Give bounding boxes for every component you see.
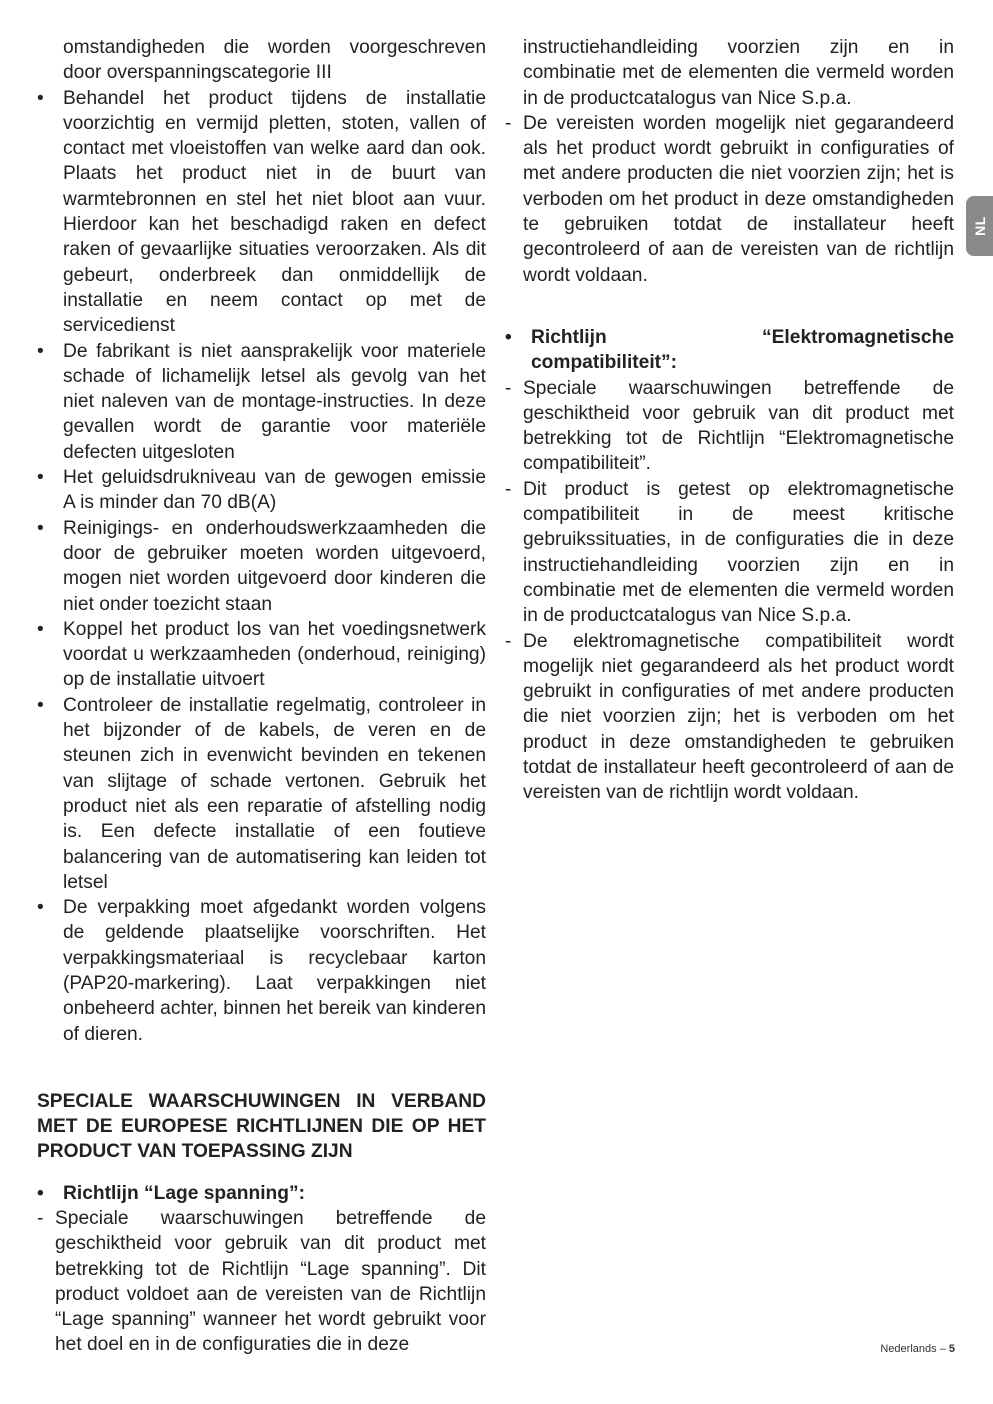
list-item-text: Het geluidsdrukniveau van de gewogen emissie A is minder dan 70 dB(A) — [63, 467, 486, 514]
right-continuation: instructiehandleiding voorzien zijn en in combinatie met de elementen die vermeld worden in de productcatalogus van Nice S.p.a. — [523, 37, 954, 109]
page-footer — [880, 1343, 955, 1355]
list-item — [37, 693, 486, 895]
section-heading: SPECIALE WAARSCHUWINGEN IN VERBAND MET DE EUROPESE RICHTLIJNEN DIE OP HET PRODUCT VAN TOEPASSING ZIJN — [37, 1090, 486, 1163]
list-item — [37, 86, 486, 339]
dash-marker: - — [505, 478, 512, 500]
right-column — [505, 35, 954, 806]
bullet-marker: • — [37, 87, 44, 109]
subheading-text: Richtlijn “Elektromagnetische compatibiliteit”: — [531, 326, 954, 374]
intro-continuation: omstandigheden die worden voorgeschreven door overspanningscategorie III — [63, 37, 486, 84]
bullet-marker: • — [37, 517, 44, 539]
bullet-marker: • — [37, 467, 44, 489]
list-item — [505, 376, 954, 477]
list-item — [37, 895, 486, 1047]
bullet-marker: • — [505, 326, 512, 348]
left-column — [37, 35, 486, 1358]
list-item-text: Speciale waarschuwingen betreffende de geschiktheid voor gebruik van dit product met betrekking tot de Richtlijn “Lage spanning”. Dit product voldoet aan de vereisten van de Richtlijn “Lage spanning” wanneer het wordt gebruikt voor het doel en in de configuraties die in deze — [55, 1207, 486, 1356]
footer-language: Nederlands – — [880, 1343, 949, 1355]
subheading-low-voltage — [37, 1181, 486, 1206]
bullet-marker: • — [37, 897, 44, 919]
list-item — [37, 1206, 486, 1358]
list-item — [37, 617, 486, 693]
bullet-marker: • — [37, 1182, 44, 1204]
list-item-text: De elektromagnetische compatibiliteit wordt mogelijk niet gegarandeerd als het product wordt gebruikt in configuraties of met andere producten die niet voorzien zijn; het is verboden om het product in deze omstandigheden te gebruiken totdat de installateur heeft gecontroleerd of aan de vereisten van de richtlijn wordt voldaan. — [523, 630, 954, 804]
list-item-text: Speciale waarschuwingen betreffende de geschiktheid voor gebruik van dit product met betrekking tot de Richtlijn “Elektromagnetische compatibiliteit”. — [523, 377, 954, 475]
list-item-text: Controleer de installatie regelmatig, controleer in het bijzonder of de kabels, de veren en de steunen zich in evenwicht bevinden en tekenen van slijtage of schade vertonen. Gebruik het product niet als een reparatie of afstelling nodig is. Een defecte installatie of een foutieve balancering van de automatisering kan leiden tot letsel — [63, 694, 486, 893]
list-item — [505, 629, 954, 806]
list-item — [505, 111, 954, 288]
dash-marker: - — [505, 377, 512, 399]
list-item — [37, 516, 486, 617]
subheading-emc — [505, 325, 954, 376]
bullet-marker: • — [37, 618, 44, 640]
language-tab-label: NL — [971, 216, 988, 236]
list-item-text: Dit product is getest op elektromagnetische compatibiliteit in de meest kritische gebruikssituaties, in de configuraties die in deze instructiehandleiding voorzien zijn en in combinatie met de elementen die vermeld worden in de productcatalogus van Nice S.p.a. — [523, 478, 954, 627]
list-item-text: De fabrikant is niet aansprakelijk voor materiele schade of lichamelijk letsel als gevolg van het niet naleven van de montage-instructies. In deze gevallen wordt de garantie voor materiële defecten uitgesloten — [63, 340, 486, 463]
subheading-text: Richtlijn “Lage spanning”: — [63, 1182, 305, 1204]
list-item — [505, 477, 954, 629]
language-tab — [966, 196, 993, 256]
list-item-text: De vereisten worden mogelijk niet gegarandeerd als het product wordt gebruikt in configuraties of met andere producten die niet voorzien zijn; het is verboden om het product in deze omstandigheden te gebruiken totdat de installateur heeft gecontroleerd of aan de vereisten van de richtlijn wordt voldaan. — [523, 112, 954, 286]
page-number: 5 — [948, 1343, 955, 1355]
bullet-marker: • — [37, 340, 44, 362]
list-item-text: Behandel het product tijdens de installatie voorzichtig en vermijd pletten, stoten, vallen of contact met vloeistoffen van welke aard dan ook. Plaats het product niet in de buurt van warmtebronnen en stel het niet bloot aan vuur. Hierdoor kan het beschadigd raken en defect raken of gevaarlijke situaties veroorzaken. Als dit gebeurt, onderbreek dan onmiddellijk de installatie en neem contact op met de servicedienst — [63, 87, 486, 337]
list-item — [37, 339, 486, 465]
dash-marker: - — [505, 112, 512, 134]
list-item — [37, 465, 486, 516]
list-item-text: Koppel het product los van het voedingsnetwerk voordat u werkzaamheden (onderhoud, reiniging) op de installatie uitvoert — [63, 618, 486, 691]
bullet-marker: • — [37, 694, 44, 716]
list-item-text: De verpakking moet afgedankt worden volgens de geldende plaatselijke voorschriften. Het verpakkingsmateriaal is recyclebaar karton (PAP20-markering). Laat verpakkingen niet onbeheerd achter, binnen het bereik van kinderen of dieren. — [63, 897, 486, 1045]
dash-marker: - — [505, 630, 512, 652]
dash-marker: - — [37, 1207, 44, 1229]
list-item-text: Reinigings- en onderhoudswerkzaamheden die door de gebruiker moeten worden uitgevoerd, mogen niet worden uitgevoerd door kinderen die niet onder toezicht staan — [63, 517, 486, 615]
